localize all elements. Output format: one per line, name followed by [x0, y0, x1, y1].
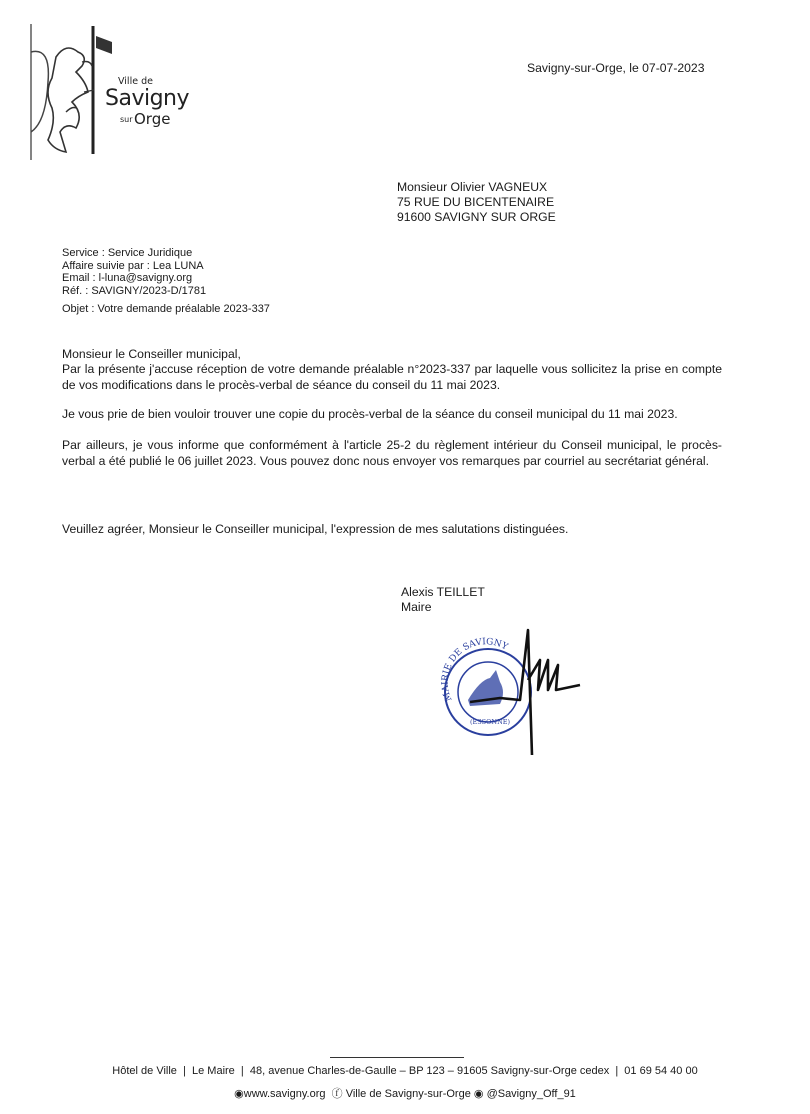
- reference-number: Réf. : SAVIGNY/2023-D/1781: [62, 284, 207, 297]
- logo-text-orge: Orge: [134, 110, 171, 128]
- paragraph-1: Par la présente j'accuse réception de votre demande préalable n°2023-337 par laquelle vous sollicitez la prise en compte de vos modifications dans le procès-verbal de séance du conseil du 11 mai 2023.: [62, 362, 722, 392]
- logo-text-sur: sur: [120, 115, 133, 124]
- paragraph-4: Veuillez agréer, Monsieur le Conseiller municipal, l'expression de mes salutations distinguées.: [62, 522, 569, 536]
- paragraph-3: Par ailleurs, je vous informe que conformément à l'article 25-2 du règlement intérieur du Conseil municipal, le procès-verbal a été publié le 06 juillet 2023. Vous pouvez donc nous envoyer vos remarques par courriel au secrétariat général.: [62, 438, 722, 468]
- recipient-city: 91600 SAVIGNY SUR ORGE: [397, 210, 556, 224]
- web-icon: ◉: [234, 1088, 244, 1100]
- official-stamp-and-signature: [440, 620, 600, 760]
- lion-emblem-icon: [26, 22, 116, 162]
- paragraph-2: Je vous prie de bien vouloir trouver une copie du procès-verbal de la séance du conseil municipal du 11 mai 2023.: [62, 407, 678, 421]
- city-logo: [26, 22, 190, 162]
- twitter-icon: ◉: [473, 1088, 484, 1100]
- signatory-name: Alexis TEILLET: [401, 585, 485, 599]
- signatory-title: Maire: [401, 600, 432, 614]
- svg-text:(ESSONNE): (ESSONNE): [470, 718, 511, 726]
- facebook-link[interactable]: Ville de Savigny-sur-Orge: [345, 1088, 471, 1100]
- affaire-suivie: Affaire suivie par : Lea LUNA: [62, 259, 204, 272]
- reference-block: [62, 247, 270, 316]
- recipient-name: Monsieur Olivier VAGNEUX: [397, 180, 548, 194]
- logo-text-savigny: Savigny: [105, 86, 190, 111]
- website-link[interactable]: www.savigny.org: [243, 1088, 326, 1100]
- service: Service : Service Juridique: [62, 247, 193, 259]
- date-line: Savigny-sur-Orge, le 07-07-2023: [527, 61, 705, 75]
- svg-text:MAIRIE DE SAVIGNY: MAIRIE DE SAVIGNY: [440, 637, 510, 703]
- stamp-icon: [441, 637, 531, 735]
- salutation: Monsieur le Conseiller municipal,: [62, 347, 241, 361]
- recipient-street: 75 RUE DU BICENTENAIRE: [397, 195, 555, 209]
- footer-contact: Hôtel de Ville | Le Maire | 48, avenue Charles-de-Gaulle – BP 123 – 91605 Savigny-sur-Orge cedex | 01 69 54 40 00: [112, 1065, 698, 1077]
- objet: Objet : Votre demande préalable 2023-337: [62, 303, 270, 315]
- twitter-link[interactable]: @Savigny_Off_91: [486, 1088, 576, 1100]
- facebook-icon: ⓕ: [331, 1088, 343, 1100]
- email: Email : l-luna@savigny.org: [62, 272, 193, 284]
- logo-text-ville-de: Ville de: [118, 76, 153, 87]
- footer-social: [0, 1085, 810, 1101]
- footer-divider: [330, 1057, 464, 1058]
- recipient-address: [397, 180, 556, 225]
